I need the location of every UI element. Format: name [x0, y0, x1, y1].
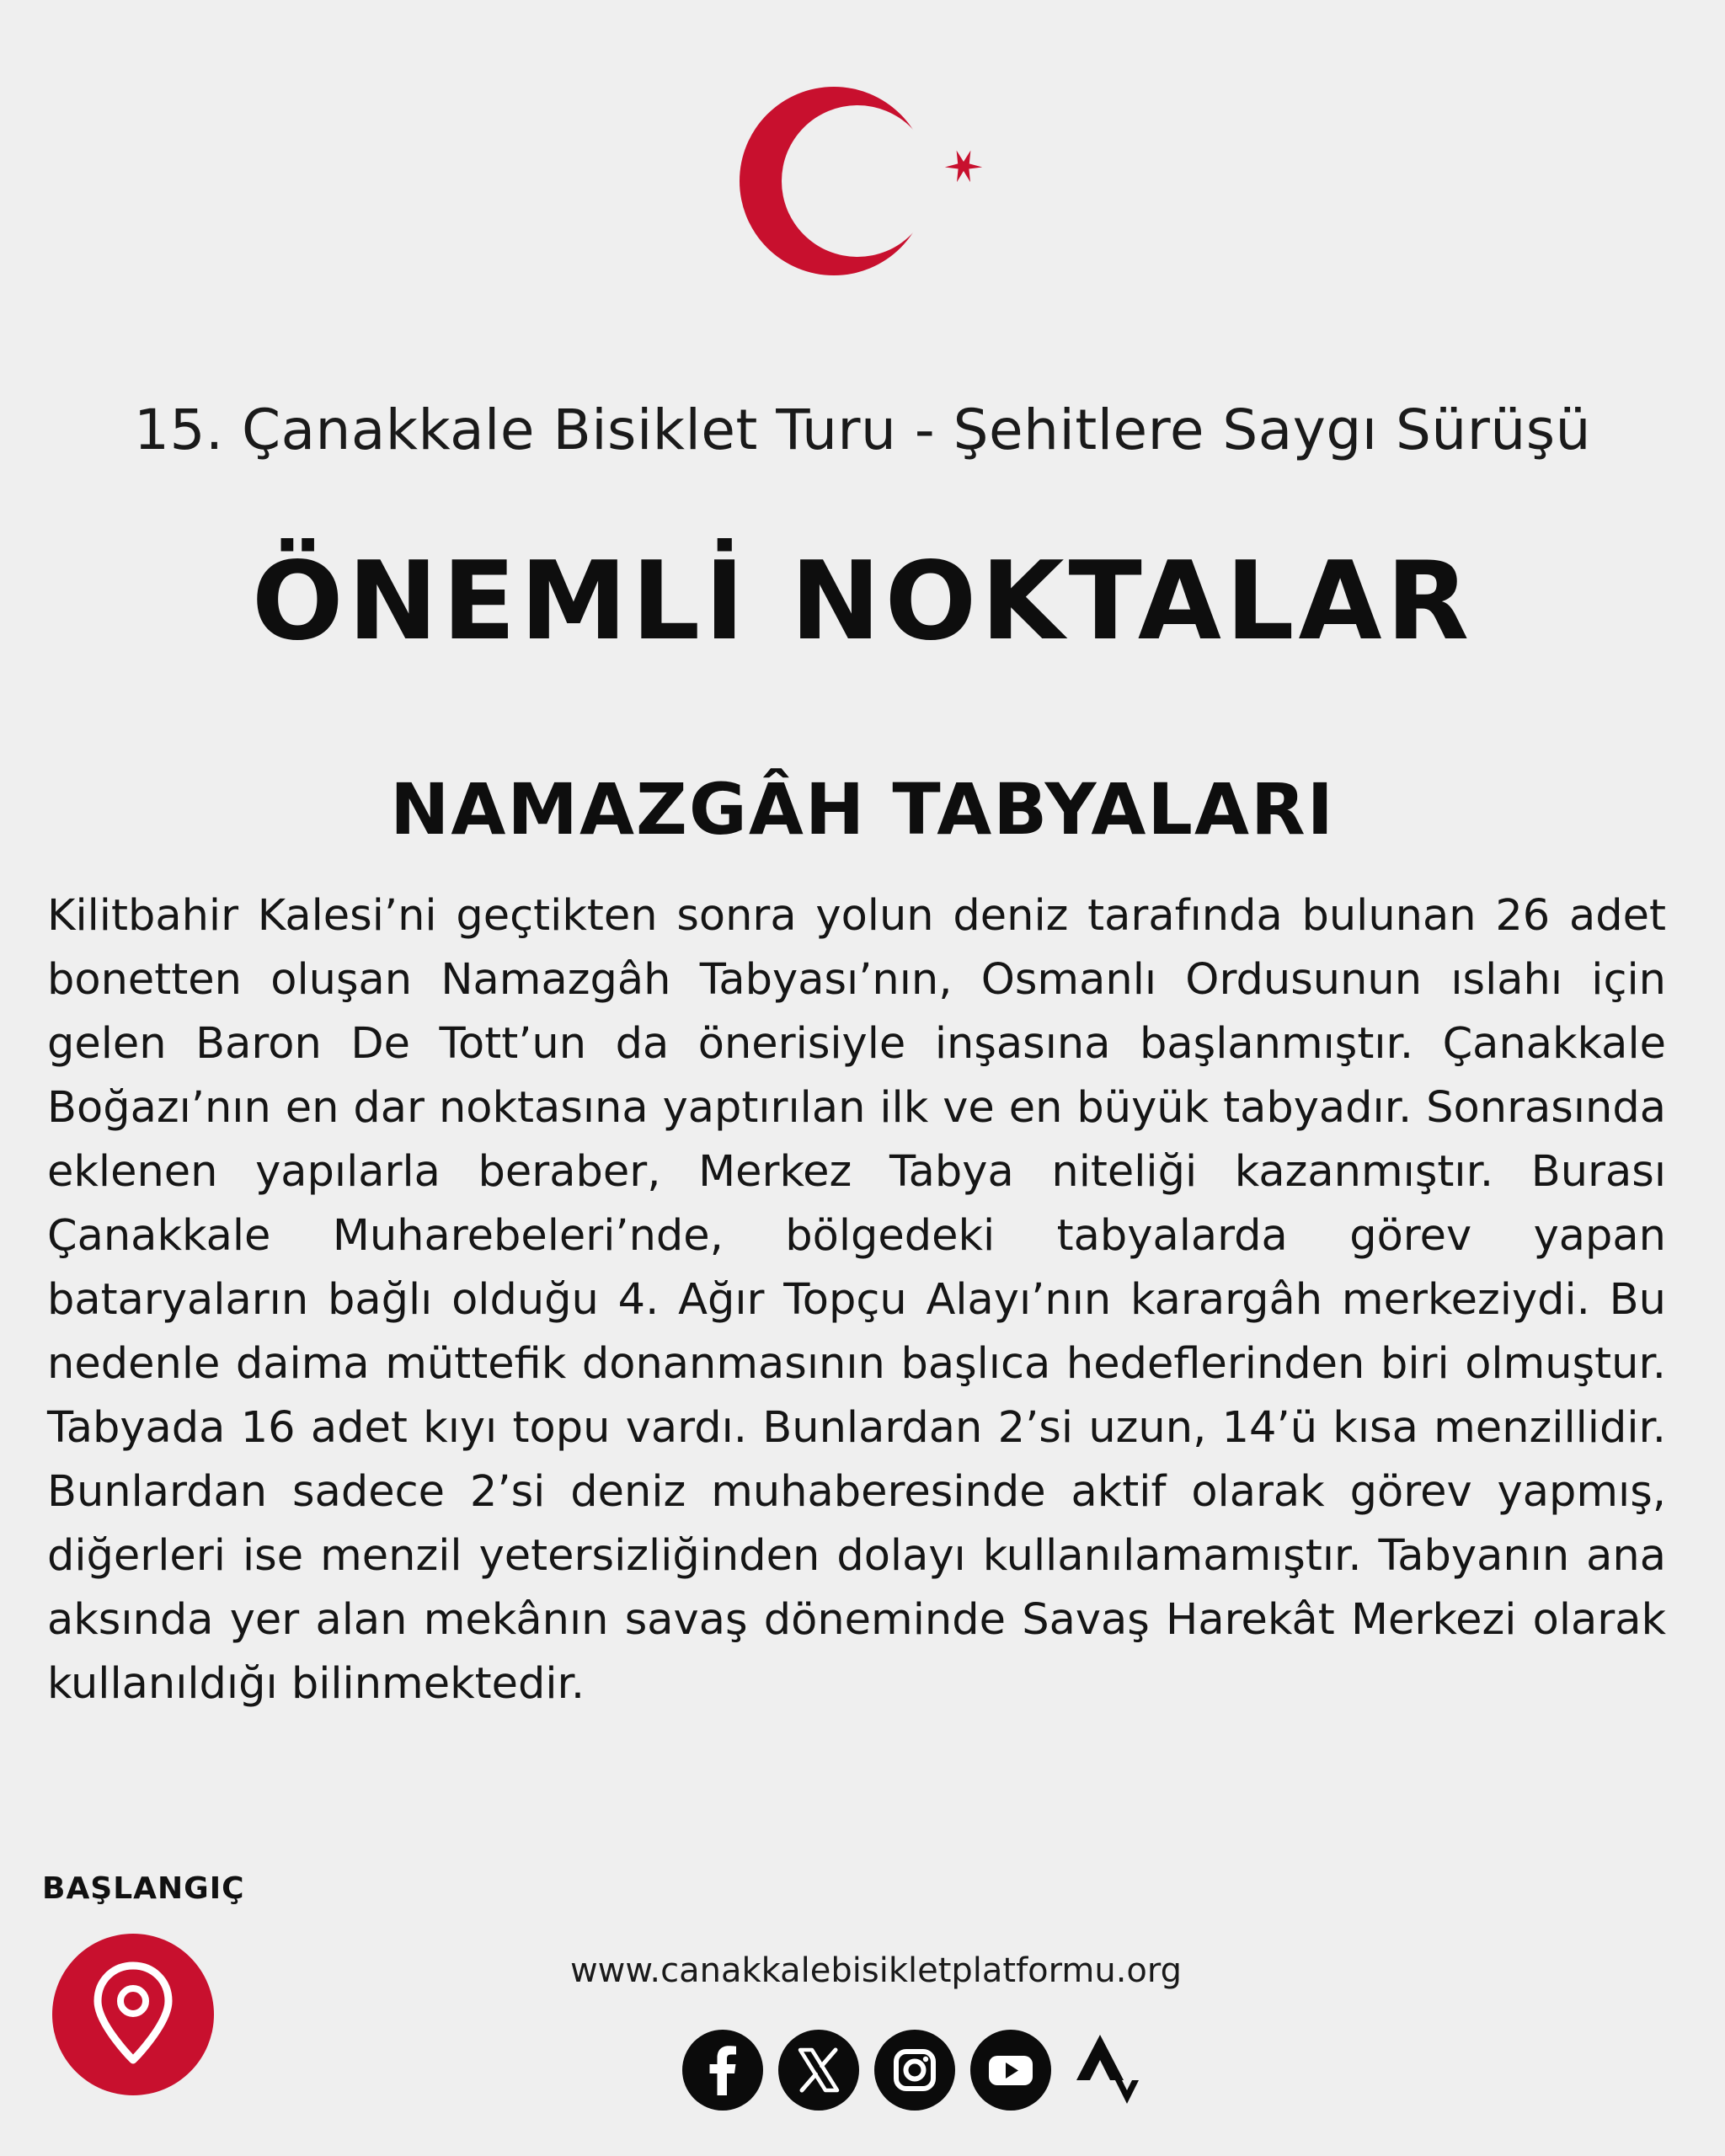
- event-subtitle: 15. Çanakkale Bisiklet Turu - Şehitlere Saygı Sürüşü: [134, 398, 1591, 462]
- section-body: Kilitbahir Kalesi’ni geçtikten sonra yolun deniz tarafında bulunan 26 adet bonetten oluşan Namazgâh Tabyası’nın, Osmanlı Ordusunun ıslahı için gelen Baron De Tott’un da önerisiyle inşasına başlanmıştır. Çanakkale Boğazı’nın en dar noktasına yaptırılan ilk ve en büyük tabyadır. Sonrasında eklenen yapılarla beraber, Merkez Tabya niteliği kazanmıştır. Burası Çanakkale Muharebeleri’nde, bölgedeki tabyalarda görev yapan bataryaların bağlı olduğu 4. Ağır Topçu Alayı’nın karargâh merkeziydi. Bu nedenle daima müttefik donanmasının başlıca hedeflerinden biri olmuştur. Tabyada 16 adet kıyı topu vardı. Bunlardan 2’si uzun, 14’ü kısa menzillidir. Bunlardan sadece 2’si deniz muhaberesinde aktif olarak görev yapmış, diğerleri ise menzil yetersizliğinden dolayı kullanılamamıştır. Tabyanın ana aksında yer alan mekânın savaş döneminde Savaş Harekât Merkezi olarak kullanıldığı bilinmektedir.: [47, 891, 1666, 1709]
- instagram-icon[interactable]: [873, 2028, 957, 2112]
- social-links: [681, 2026, 1149, 2114]
- section-title: NAMAZGÂH TABYALARI: [390, 768, 1335, 851]
- strava-icon[interactable]: [1065, 2028, 1149, 2112]
- crescent-star-icon: [733, 76, 1019, 286]
- page-title: ÖNEMLİ NOKTALAR: [251, 539, 1474, 664]
- youtube-icon[interactable]: [969, 2028, 1053, 2112]
- start-label: BAŞLANGIÇ: [42, 1871, 245, 1906]
- x-icon[interactable]: [777, 2028, 861, 2112]
- website-link[interactable]: www.canakkalebisikletplatformu.org: [569, 1951, 1183, 1990]
- facebook-icon[interactable]: [681, 2028, 765, 2112]
